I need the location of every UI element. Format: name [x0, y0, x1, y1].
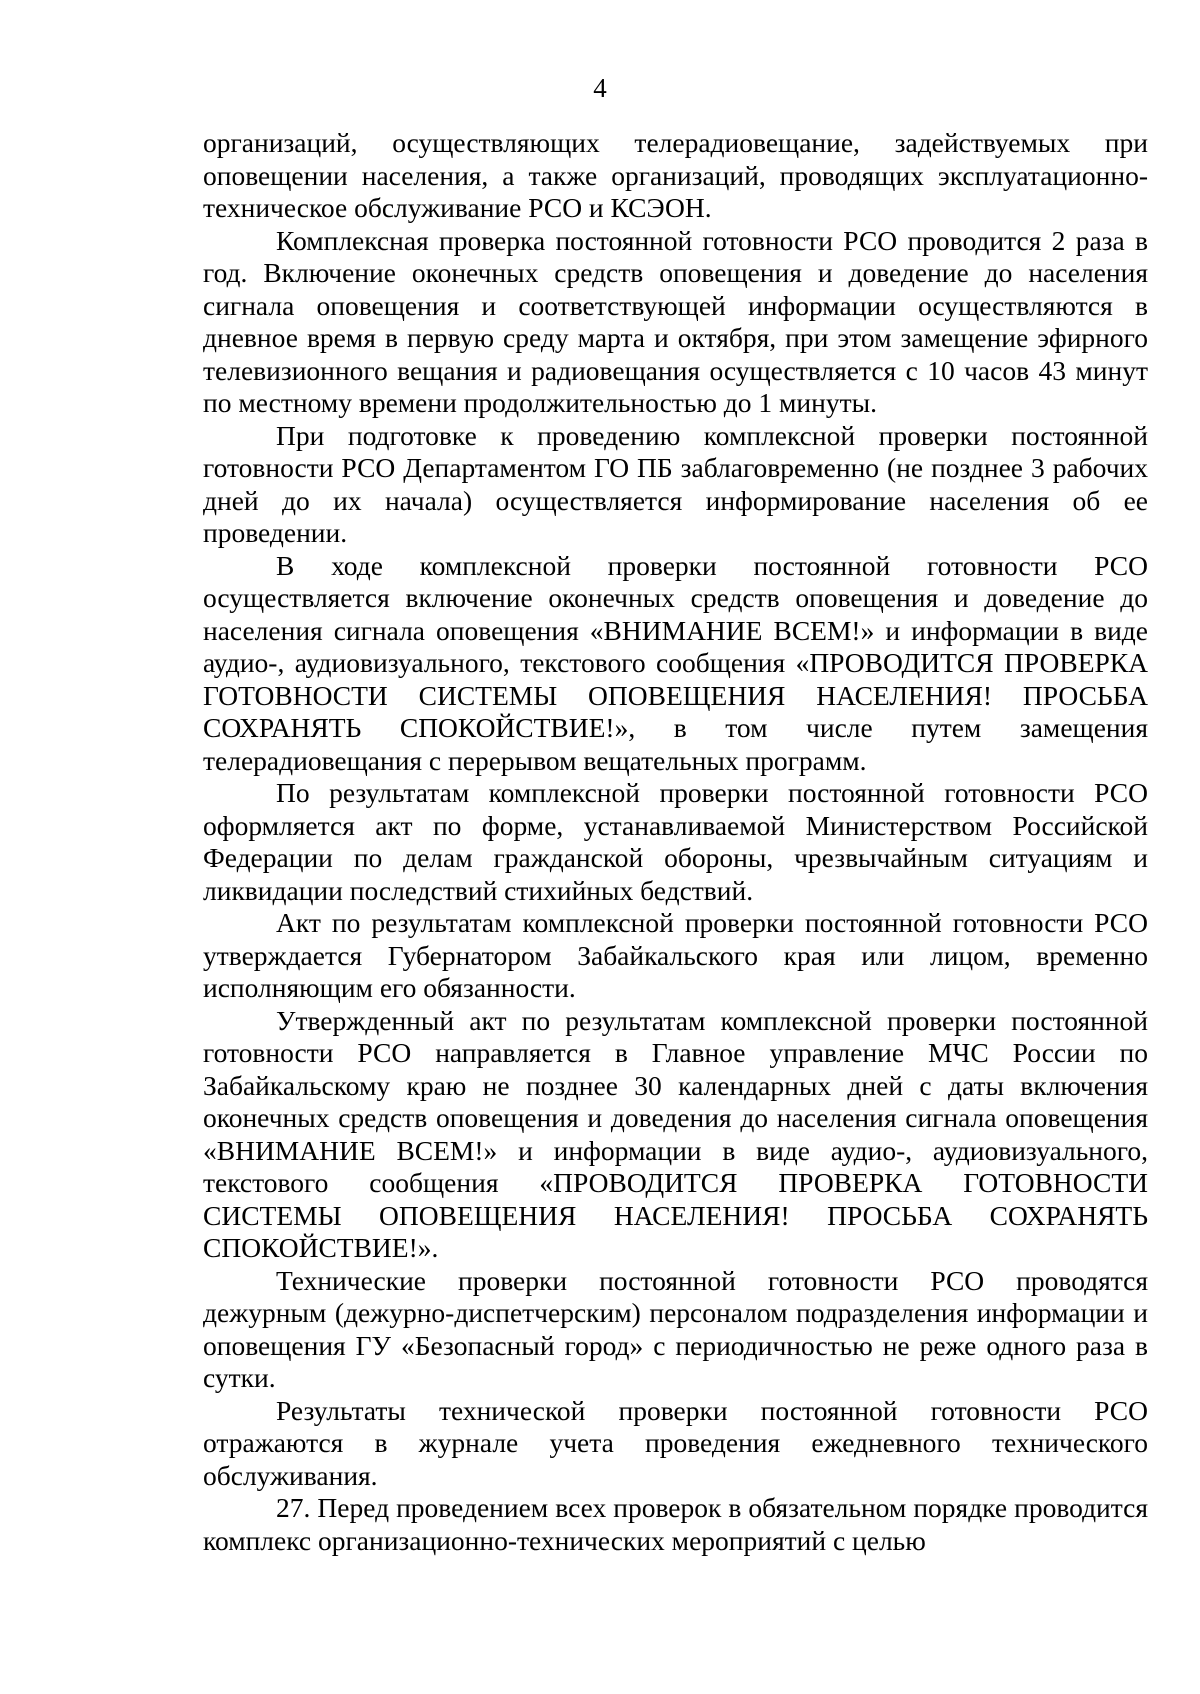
paragraph-continuation: организаций, осуществляющих телерадиовещание, задействуемых при оповещении населения, а также организаций, проводящих эксплуатационно-техническое обслуживание РСО и КСЭОН. — [203, 127, 1148, 223]
paragraph-technical-checks: Технические проверки постоянной готовности РСО проводятся дежурным (дежурно-диспетчерским) персоналом подразделения информации и оповещения ГУ «Безопасный город» с периодичностью не реже одного раза в сутки. — [203, 1264, 1148, 1393]
document-body — [203, 127, 1148, 1557]
paragraph-check-procedure: В ходе комплексной проверки постоянной готовности РСО осуществляется включение оконечных средств оповещения и доведение до населения сигнала оповещения «ВНИМАНИЕ ВСЕМ!» и информации в виде аудио-, аудиовизуального, текстового сообщения «ПРОВОДИТСЯ ПРОВЕРКА ГОТОВНОСТИ СИСТЕМЫ ОПОВЕЩЕНИЯ НАСЕЛЕНИЯ! ПРОСЬБА СОХРАНЯТЬ СПОКОЙСТВИЕ!», в том числе путем замещения телерадиовещания с перерывом вещательных программ. — [203, 549, 1148, 776]
paragraph-act-approval: Акт по результатам комплексной проверки постоянной готовности РСО утверждается Губернатором Забайкальского края или лицом, временно исполняющим его обязанности. — [203, 907, 1148, 1003]
paragraph-preparation: При подготовке к проведению комплексной проверки постоянной готовности РСО Департаментом ГО ПБ заблаговременно (не позднее 3 рабочих дней до их начала) осуществляется информирование населения об ее проведении. — [203, 419, 1148, 548]
paragraph-act-form: По результатам комплексной проверки постоянной готовности РСО оформляется акт по форме, устанавливаемой Министерством Российской Федерации по делам гражданской обороны, чрезвычайным ситуациям и ликвидации последствий стихийных бедствий. — [203, 777, 1148, 906]
paragraph-act-submission: Утвержденный акт по результатам комплексной проверки постоянной готовности РСО направляется в Главное управление МЧС России по Забайкальскому краю не позднее 30 календарных дней с даты включения оконечных средств оповещения и доведения до населения сигнала оповещения «ВНИМАНИЕ ВСЕМ!» и информации в виде аудио-, аудиовизуального, текстового сообщения «ПРОВОДИТСЯ ПРОВЕРКА ГОТОВНОСТИ СИСТЕМЫ ОПОВЕЩЕНИЯ НАСЕЛЕНИЯ! ПРОСЬБА СОХРАНЯТЬ СПОКОЙСТВИЕ!». — [203, 1004, 1148, 1263]
page-number: 4 — [593, 73, 607, 103]
paragraph-comprehensive-check: Комплексная проверка постоянной готовности РСО проводится 2 раза в год. Включение оконечных средств оповещения и доведение до населения сигнала оповещения и соответствующей информации осуществляются в дневное время в первую среду марта и октября, при этом замещение эфирного телевизионного вещания и радиовещания осуществляется с 10 часов 43 минут по местному времени продолжительностью до 1 минуты. — [203, 224, 1148, 418]
paragraph-item-27: 27. Перед проведением всех проверок в обязательном порядке проводится комплекс организационно-технических мероприятий с целью — [203, 1492, 1148, 1556]
paragraph-technical-results: Результаты технической проверки постоянной готовности РСО отражаются в журнале учета проведения ежедневного технического обслуживания. — [203, 1394, 1148, 1491]
